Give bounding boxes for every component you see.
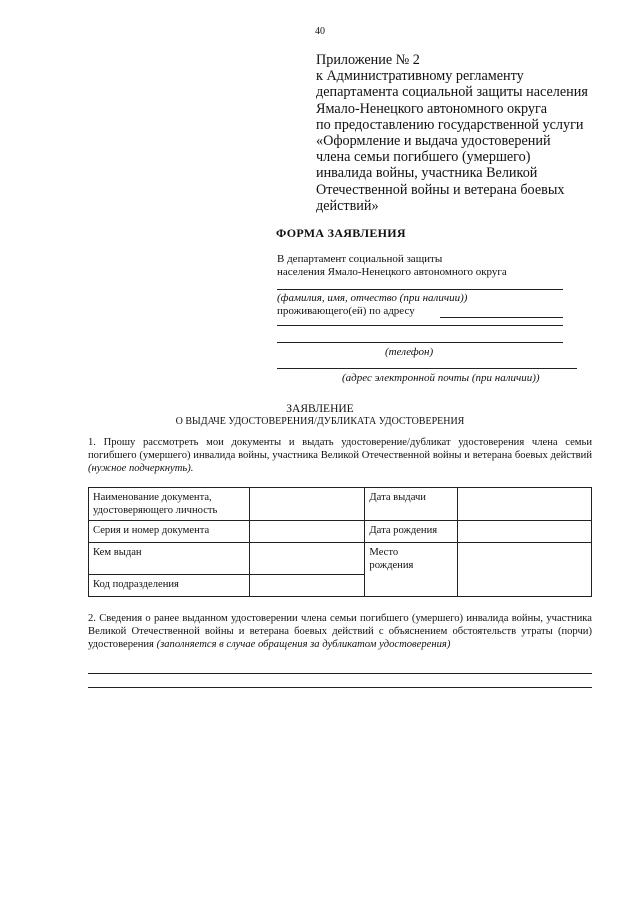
appendix-line: «Оформление и выдача удостоверений: [316, 133, 551, 150]
appendix-line: действий»: [316, 197, 379, 214]
paragraph-2-note: (заполняется в случае обращения за дубликатом удостоверения): [156, 639, 451, 651]
issued-by-value[interactable]: [249, 543, 365, 575]
document-table: [88, 487, 592, 597]
division-code-value[interactable]: [249, 575, 365, 597]
recipient-line-1: В департамент социальной защиты: [277, 253, 443, 265]
phone-hint: (телефон): [385, 346, 434, 358]
email-line[interactable]: [277, 368, 577, 369]
address-line-1[interactable]: [440, 317, 563, 318]
paragraph-2: [88, 612, 592, 652]
appendix-line: Отечественной войны и ветерана боевых: [316, 181, 565, 198]
appendix-line: департамента социальной защиты населения: [316, 84, 588, 101]
statement-title: ЗАЯВЛЕНИЕ: [286, 403, 354, 415]
division-code-label: Код подразделения: [89, 575, 250, 597]
issue-date-value[interactable]: [458, 488, 592, 521]
recipient-block: [277, 253, 507, 278]
birth-place-label: Место рождения: [365, 543, 458, 597]
email-hint: (адрес электронной почты (при наличии)): [342, 372, 540, 384]
details-line-1[interactable]: [88, 673, 592, 674]
appendix-line: члена семьи погибшего (умершего): [316, 149, 531, 166]
fio-hint: (фамилия, имя, отчество (при наличии)): [277, 292, 468, 304]
birth-date-value[interactable]: [458, 521, 592, 543]
appendix-line: инвалида войны, участника Великой: [316, 165, 538, 182]
appendix-line: по предоставлению государственной услуги: [316, 116, 584, 133]
form-title: ФОРМА ЗАЯВЛЕНИЯ: [276, 226, 406, 240]
statement-subtitle: О ВЫДАЧЕ УДОСТОВЕРЕНИЯ/ДУБЛИКАТА УДОСТОВЕРЕНИЯ: [175, 416, 465, 427]
series-number-value[interactable]: [249, 521, 365, 543]
issued-by-label: Кем выдан: [89, 543, 250, 575]
address-label: проживающего(ей) по адресу: [277, 305, 415, 317]
recipient-line-2: населения Ямало-Ненецкого автономного округа: [277, 265, 507, 278]
doc-name-value[interactable]: [249, 488, 365, 521]
appendix-line: Приложение № 2: [316, 52, 420, 68]
doc-name-label: Наименование документа, удостоверяющего личность: [89, 488, 250, 521]
birth-date-label: Дата рождения: [365, 521, 458, 543]
birth-place-value[interactable]: [458, 543, 592, 597]
address-line-2[interactable]: [277, 325, 563, 326]
phone-line[interactable]: [277, 342, 563, 343]
paragraph-1-text: 1. Прошу рассмотреть мои документы и выдать удостоверение/дубликат удостоверения члена семьи погибшего (умершего) инвалида войны, участника Великой Отечественной войны и ветерана боевых действий: [88, 437, 592, 462]
fio-line[interactable]: [277, 289, 563, 290]
series-number-label: Серия и номер документа: [89, 521, 250, 543]
page-number: 40: [315, 26, 325, 37]
appendix-line: Ямало-Ненецкого автономного округа: [316, 100, 548, 117]
paragraph-1-note: (нужное подчеркнуть).: [88, 463, 194, 475]
paragraph-1: [88, 436, 592, 476]
appendix-line: к Административному регламенту: [316, 68, 524, 85]
appendix-header: [316, 52, 616, 214]
details-line-2[interactable]: [88, 687, 592, 688]
issue-date-label: Дата выдачи: [365, 488, 458, 521]
paragraph-2-text: 2. Сведения о ранее выданном удостоверении члена семьи погибшего (умершего) инвалида войны, участника Великой Отечественной войны и ветерана боевых действий с объяснением обстоятельств утраты (порчи) удостоверения: [88, 613, 592, 651]
